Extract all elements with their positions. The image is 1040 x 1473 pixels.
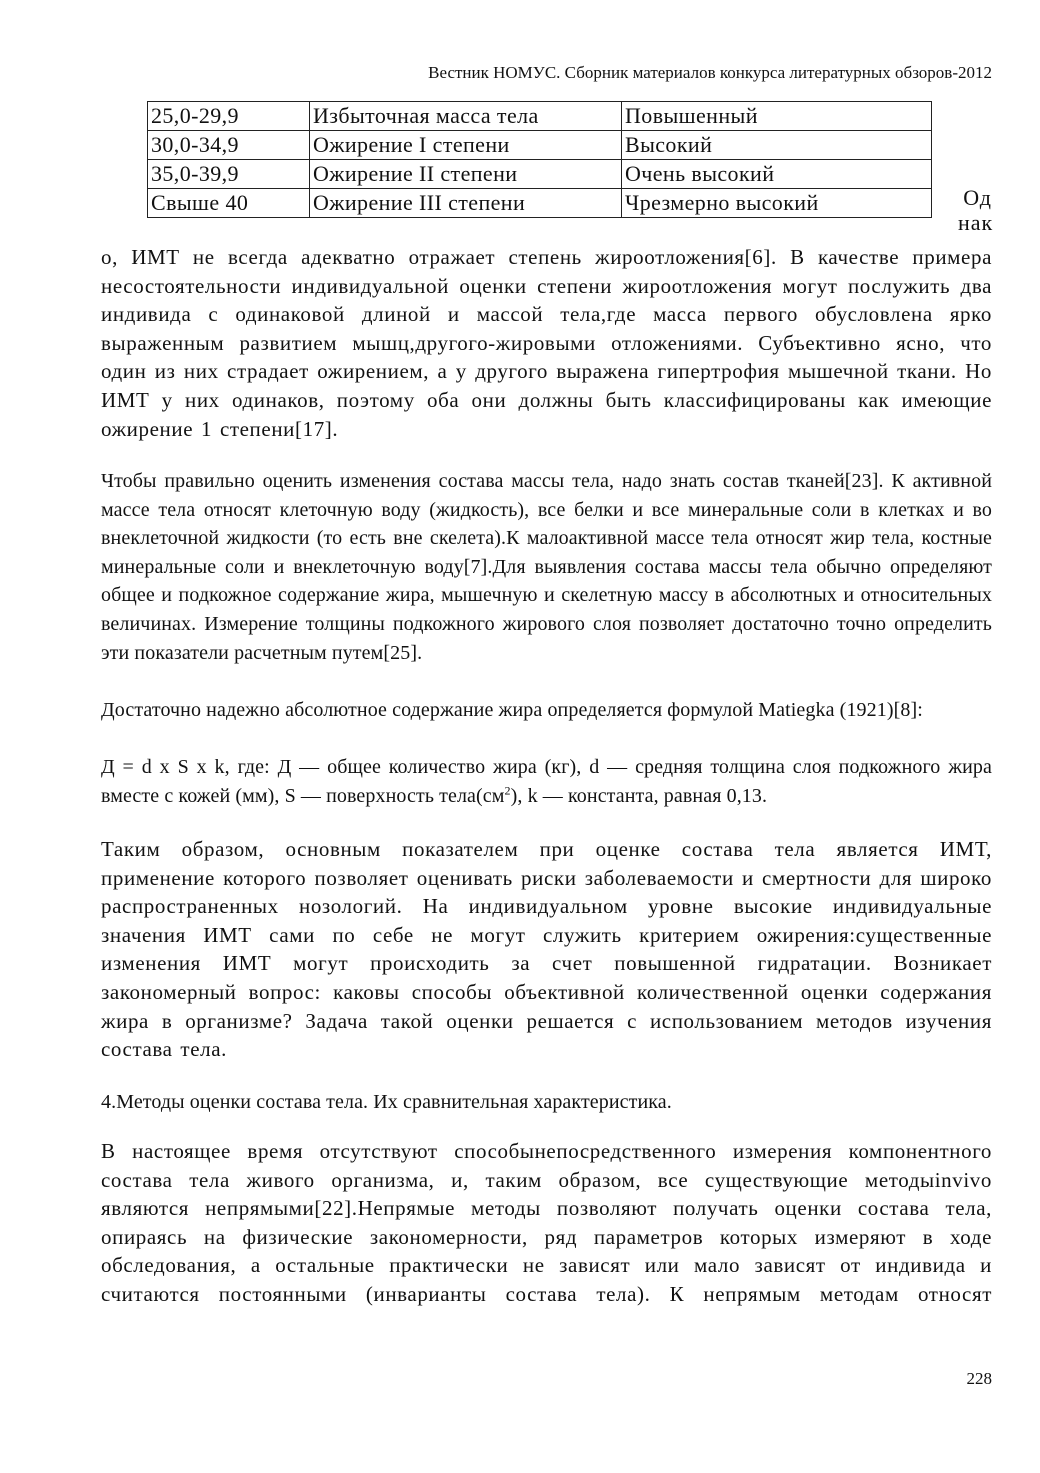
running-header: Вестник НОМУС. Сборник материалов конкурса литературных обзоров-2012 (428, 63, 992, 82)
paragraph-bmi-limitations: о, ИМТ не всегда адекватно отражает степень жироотложения[6]. В качестве примера несостоятельности индивидуальной оценки степени жироотложения могут послужить два индивида с одинаковой длиной и массой тела,где масса первого обусловлена ярко выраженным развитием мышц,другого-жировыми отложениями. Субъективно ясно, что один из них страдает ожирением, а у другого выражена гипертрофия мышечной ткани. Но ИМТ у них одинаков, поэтому оба они должны быть классифицированы как имеющие ожирение 1 степени[17]. (101, 245, 992, 441)
table-cell: Чрезмерно высокий (622, 189, 932, 218)
formula-text: Д = d x S x k, где: Д — общее количество жира (кг), d — средняя толщина слоя подкожного жира вместе с кожей (мм), S — поверхность тела(см (101, 756, 992, 807)
paragraph-body-composition: Чтобы правильно оценить изменения состава массы тела, надо знать состав тканей[23]. К активной массе тела относят клеточную воду (жидкость), все белки и все минеральные соли в клетках и во внеклеточной жидкости (то есть вне скелета).К малоактивной массе тела относят жир тела, костные минеральные соли и внеклеточную воду[7].Для выявления состава массы тела обычно определяют общее и подкожное содержание жира, мышечную и скелетную массу в абсолютных и относительных величинах. Измерение толщины подкожного жирового слоя позволяет достаточно точно определить эти показатели расчетным путем[25]. (101, 470, 992, 664)
table-cell: Свыше 40 (148, 189, 310, 218)
table-row (148, 189, 932, 218)
wrapped-word-fragment (958, 185, 992, 235)
table-cell: Ожирение III степени (310, 189, 622, 218)
table-cell: Очень высокий (622, 160, 932, 189)
table-cell: Ожирение I степени (310, 131, 622, 160)
table-cell: Высокий (622, 131, 932, 160)
formula-text-end: ), k — константа, равная 0,13. (510, 784, 768, 807)
table-cell: Избыточная масса тела (310, 102, 622, 131)
table-cell: Ожирение II степени (310, 160, 622, 189)
table-cell: 25,0-29,9 (148, 102, 310, 131)
paragraph-matiegka-intro: Достаточно надежно абсолютное содержание жира определяется формулой Matiegka (1921)[8]: (101, 699, 923, 721)
paragraph-methods: В настоящее время отсутствуют способынепосредственного измерения компонентного состава тела живого организма, и, таким образом, все существующие методыinvivo являются непрямыми[22].Непрямые методы позволяют получать оценки состава тела, опираясь на физические закономерности, ряд параметров которых измеряют в ходе обследования, а остальные практически не зависят или мало зависят от индивида и считаются постоянными (инварианты состава тела). К непрямым методам относят (101, 1139, 992, 1306)
table-row (148, 102, 932, 131)
table-row (148, 160, 932, 189)
table-cell: 35,0-39,9 (148, 160, 310, 189)
superscript: 2 (504, 782, 511, 797)
wrapped-word-line-1: Од (963, 185, 992, 210)
table-cell: 30,0-34,9 (148, 131, 310, 160)
table-cell: Повышенный (622, 102, 932, 131)
section-heading: 4.Методы оценки состава тела. Их сравнительная характеристика. (101, 1091, 672, 1113)
bmi-table (147, 101, 932, 218)
page-number: 228 (966, 1369, 992, 1388)
paragraph-conclusion: Таким образом, основным показателем при оценке состава тела является ИМТ, применение которого позволяет оценивать риски заболеваемости и смертности для широко распространенных нозологий. На индивидуальном уровне высокие индивидуальные значения ИМТ сами по себе не могут служить критерием ожирения:существенные изменения ИМТ могут происходить за счет повышенной гидратации. Возникает закономерный вопрос: каковы способы объективной количественной оценки содержания жира в организме? Задача такой оценки решается с использованием методов изучения состава тела. (101, 837, 992, 1062)
paragraph-formula (101, 753, 992, 810)
wrapped-word-line-2: нак (958, 210, 994, 235)
table-row (148, 131, 932, 160)
